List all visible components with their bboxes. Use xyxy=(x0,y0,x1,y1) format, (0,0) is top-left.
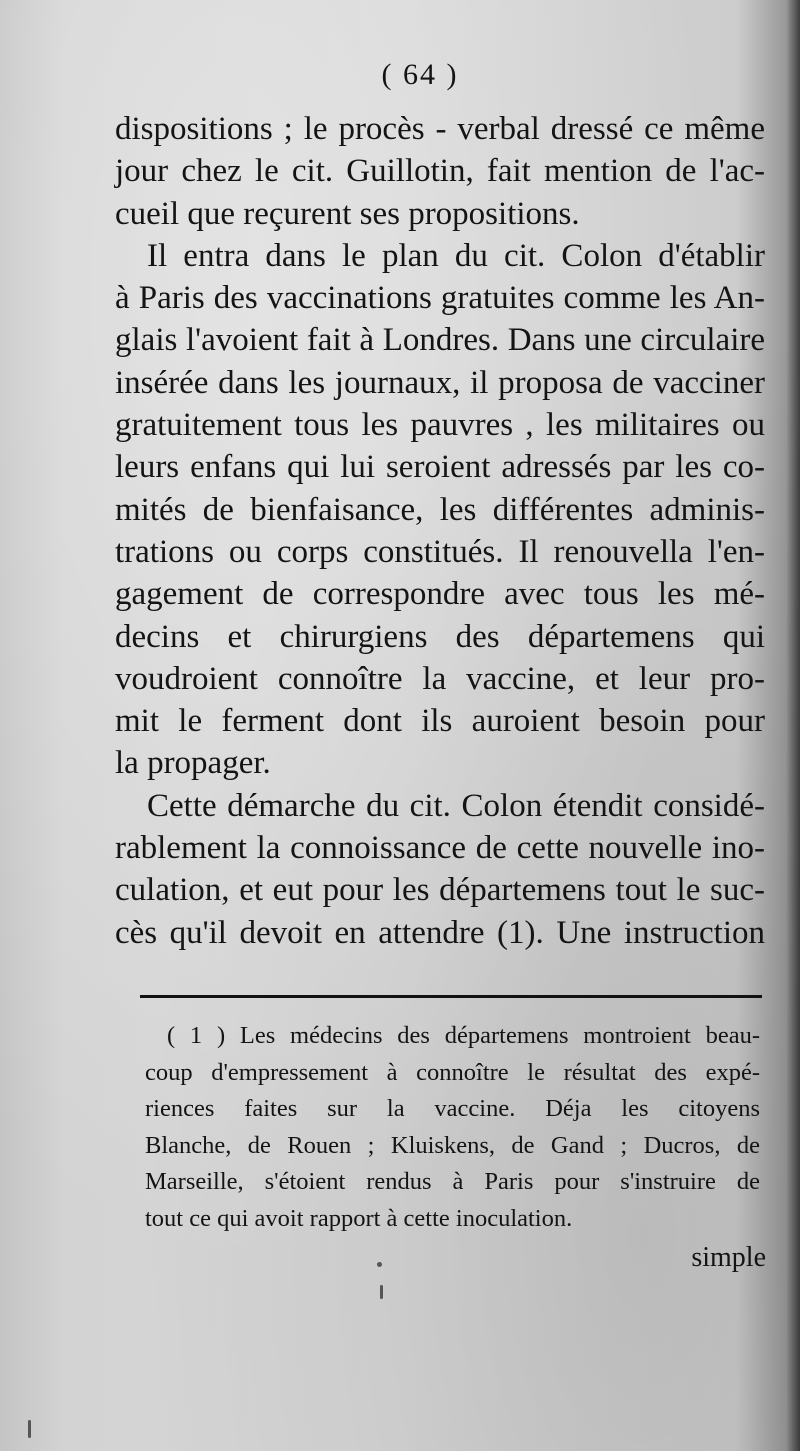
paper-speck xyxy=(28,1420,31,1438)
page-number: ( 64 ) xyxy=(381,58,459,91)
footnote-rule xyxy=(140,995,762,998)
paper-speck xyxy=(380,1285,383,1299)
text-line: cueil que reçurent ses propositions. xyxy=(115,195,580,232)
page-edge-shadow xyxy=(786,0,800,1451)
catchword: simple xyxy=(691,1242,766,1273)
text-line: leurs enfans qui lui seroient adressés par les co- xyxy=(115,449,765,486)
text-line: mités de bienfaisance, les différentes adminis- xyxy=(115,491,765,528)
footnote-line: Blanche, de Rouen ; Kluiskens, de Gand ; Ducros, de xyxy=(145,1131,760,1159)
text-line: Cette démarche du cit. Colon étendit considé- xyxy=(147,787,765,824)
text-line: cès qu'il devoit en attendre (1). Une instruction xyxy=(115,914,765,951)
main-text xyxy=(115,108,765,954)
text-line: voudroient connoître la vaccine, et leur pro- xyxy=(115,660,765,697)
text-line: la propager. xyxy=(115,745,271,782)
footnote-line: Marseille, s'étoient rendus à Paris pour s'instruire de xyxy=(145,1168,760,1196)
text-line: glais l'avoient fait à Londres. Dans une circulaire xyxy=(115,322,765,359)
footnote-line: ( 1 ) Les médecins des départemens montroient beau- xyxy=(167,1022,760,1049)
text-line: jour chez le cit. Guillotin, fait mention de l'ac- xyxy=(115,153,765,190)
text-line: mit le ferment dont ils auroient besoin pour xyxy=(115,703,765,740)
footnote-line: riences faites sur la vaccine. Déja les citoyens xyxy=(145,1095,760,1123)
text-line: gratuitement tous les pauvres , les militaires ou xyxy=(115,407,765,444)
footnote-line: coup d'empressement à connoître le résultat des expé- xyxy=(145,1058,760,1086)
text-line: à Paris des vaccinations gratuites comme les An- xyxy=(115,280,765,317)
paper-speck xyxy=(377,1262,382,1267)
footnote-line: tout ce qui avoit rapport à cette inoculation. xyxy=(145,1204,573,1232)
text-line: dispositions ; le procès - verbal dressé ce même xyxy=(115,111,765,147)
text-line: decins et chirurgiens des départemens qui xyxy=(115,618,765,655)
text-line: rablement la connoissance de cette nouvelle ino- xyxy=(115,830,765,867)
text-line: gagement de correspondre avec tous les mé- xyxy=(115,576,765,613)
text-line: insérée dans les journaux, il proposa de vacciner xyxy=(115,364,765,401)
footnote xyxy=(145,1018,760,1238)
text-line: culation, et eut pour les départemens tout le suc- xyxy=(115,872,765,909)
text-line: trations ou corps constitués. Il renouvella l'en- xyxy=(115,533,765,570)
text-line: Il entra dans le plan du cit. Colon d'établir xyxy=(147,237,765,274)
